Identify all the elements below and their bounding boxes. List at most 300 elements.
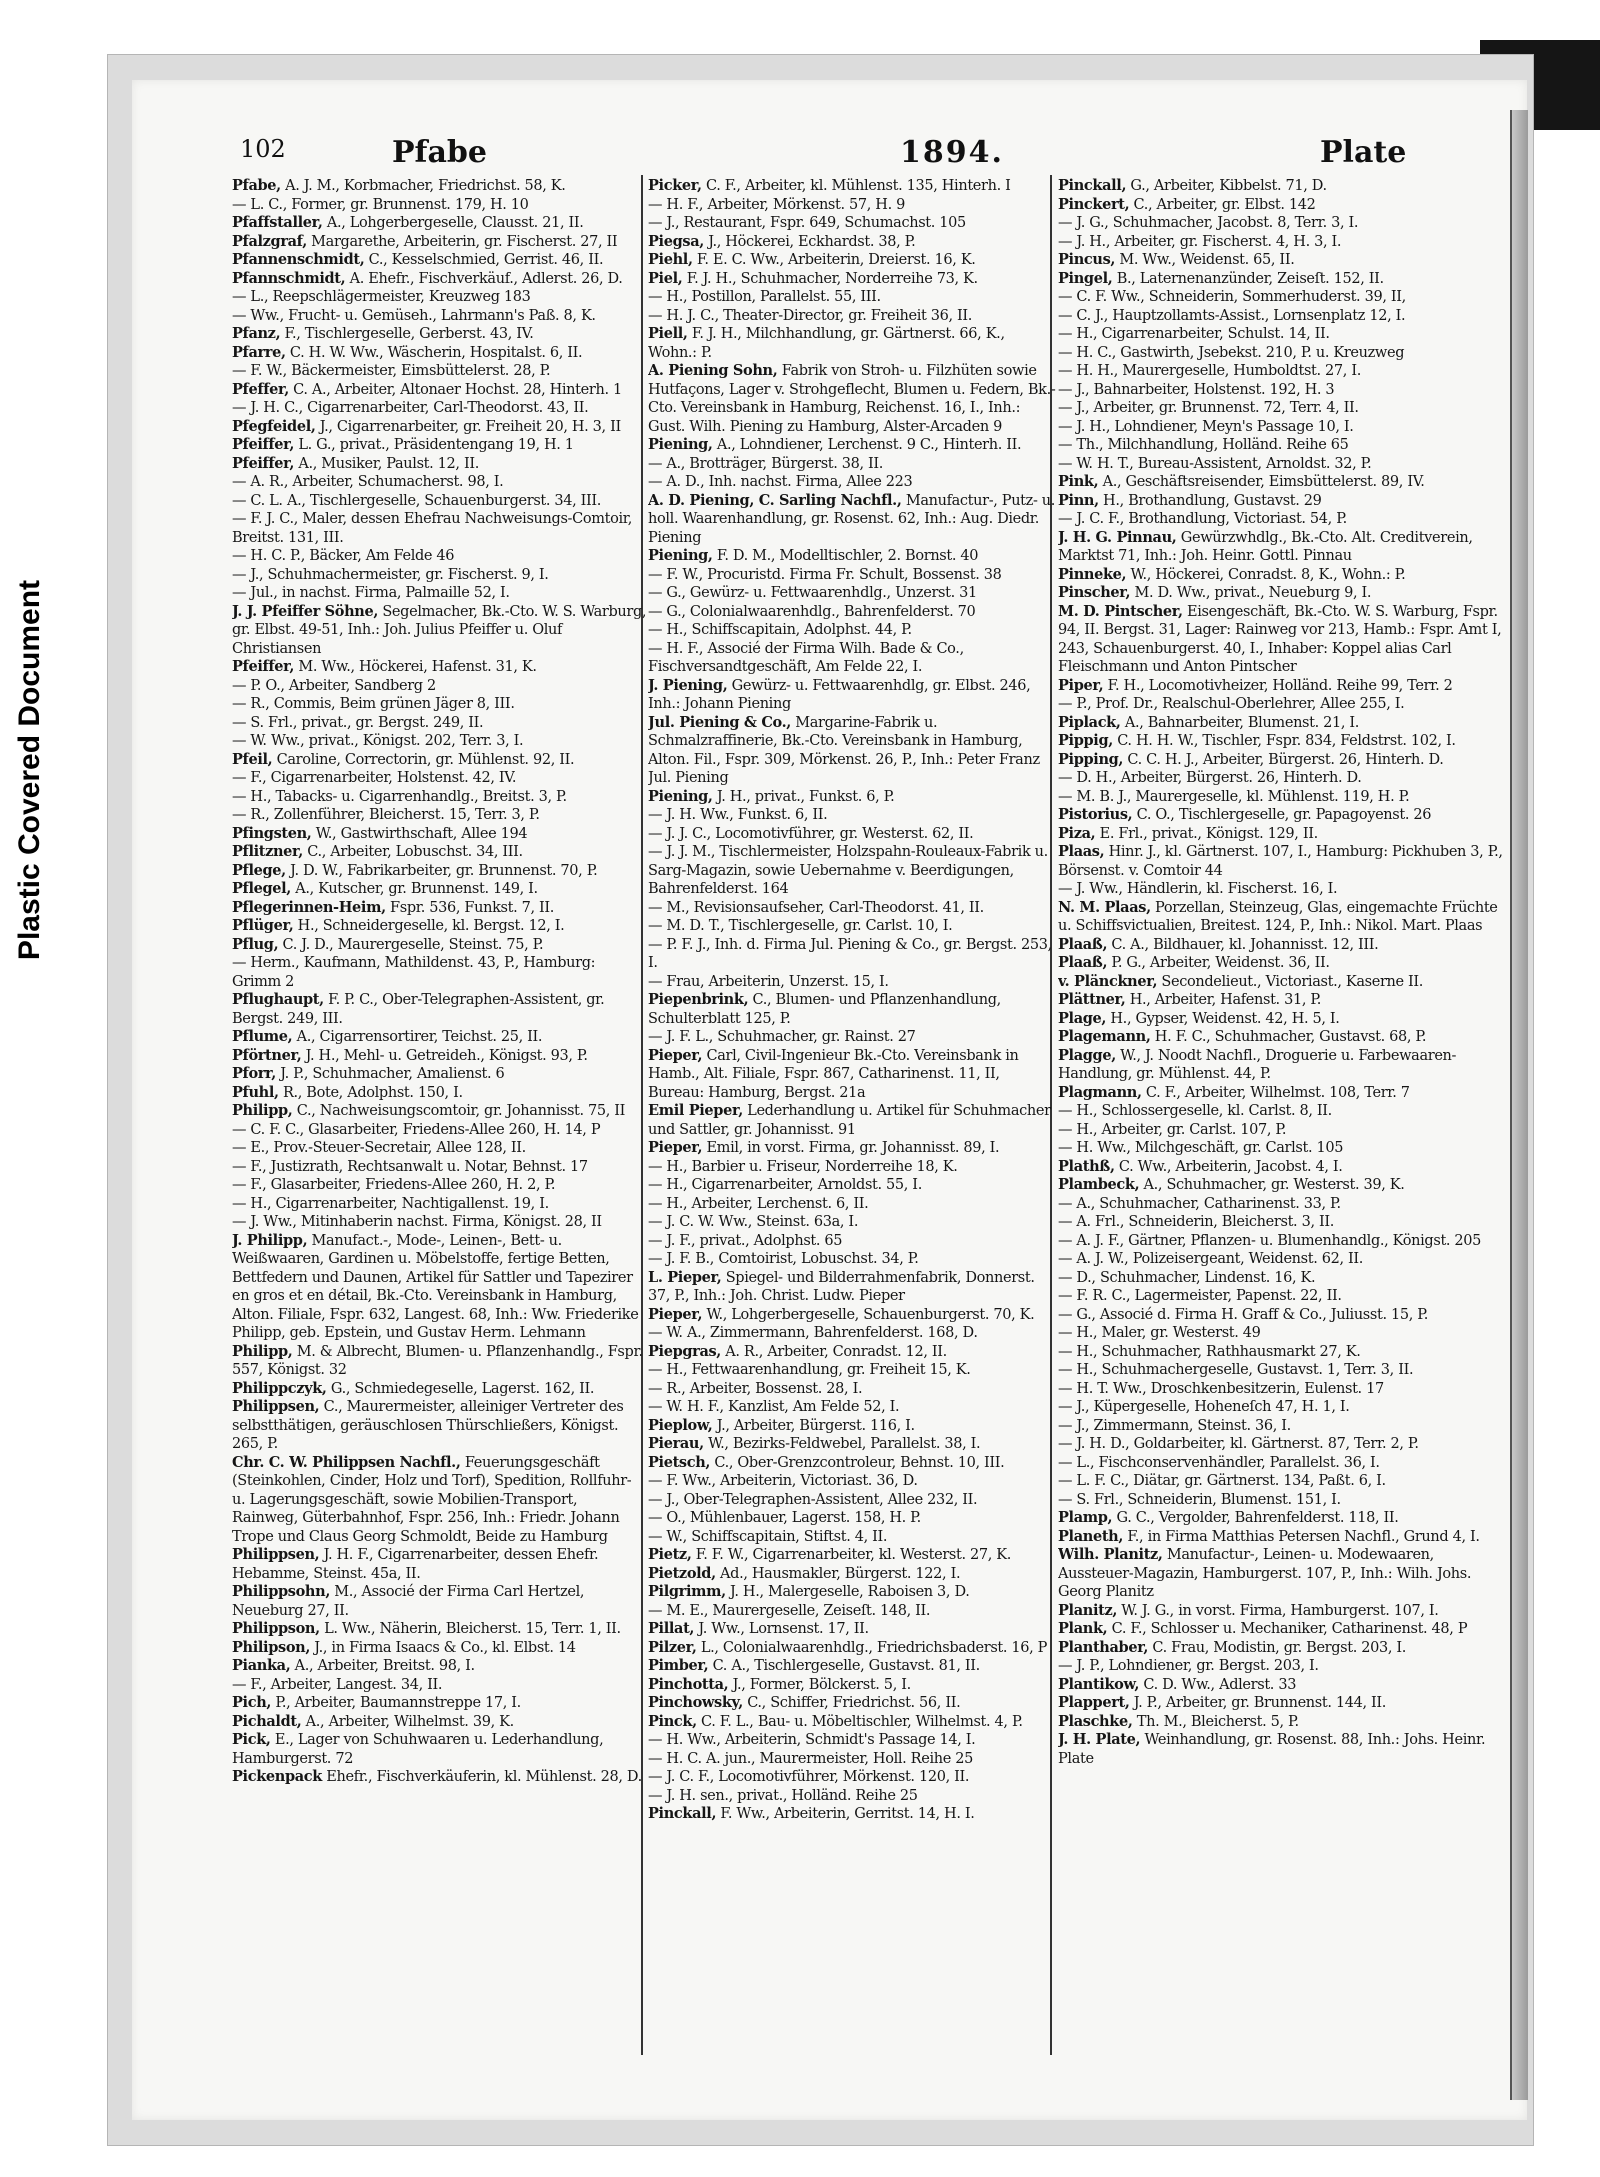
directory-entry (648, 1343, 1056, 1362)
directory-entry (648, 1787, 1056, 1806)
entry-details: Gewürzwhdlg., Bk.-Cto. Alt. Creditverein, Marktst 71, Inh.: Joh. Heinr. Gottl. Pinnau (1058, 529, 1477, 564)
directory-entry (648, 640, 1056, 677)
entry-details: — J. Ww., Händlerin, kl. Fischerst. 16, I. (1058, 881, 1338, 897)
entry-name: M. D. Pintscher, (1058, 602, 1183, 620)
entry-details: — J. H., Lohndiener, Meyn's Passage 10, I. (1058, 418, 1354, 435)
entry-name: J. Piening, (648, 676, 728, 694)
entry-name: Piehl, (648, 251, 693, 268)
entry-name: Pfeiffer, (232, 658, 295, 675)
entry-name: Plambeck, (1058, 1176, 1140, 1193)
entry-details: Th. M., Bleicherst. 5, P. (1132, 1713, 1299, 1730)
directory-entry (232, 1213, 647, 1232)
entry-details: — M. B. J., Maurergeselle, kl. Mühlenst. 119, H. P. (1058, 788, 1410, 805)
entry-details: P., Arbeiter, Baumannstreppe 17, I. (271, 1695, 521, 1711)
directory-entry (648, 1454, 1056, 1473)
directory-entry (232, 880, 647, 899)
entry-details: — W., Schiffscapitain, Stiftst. 4, II. (648, 1528, 888, 1545)
entry-details: A., Cigarrensortirer, Teichst. 25, II. (292, 1029, 543, 1045)
directory-entry (1058, 973, 1508, 992)
directory-entry (1058, 473, 1508, 492)
entry-details: — J. C. F., Brothandlung, Victoriast. 54, P. (1058, 511, 1347, 527)
directory-entry (648, 1657, 1056, 1676)
entry-details: — H. C. P., Bäcker, Am Felde 46 (232, 548, 455, 564)
entry-name: Pflughaupt, (232, 991, 324, 1008)
directory-entry (232, 1195, 647, 1214)
directory-entry (232, 1380, 647, 1399)
directory-entry (232, 843, 647, 862)
entry-name: Pinn, (1058, 491, 1099, 509)
entry-details: L. G., privat., Präsidentengang 19, H. 1 (294, 437, 574, 453)
entry-name: Chr. C. W. Philippsen Nachfl., (232, 1453, 461, 1471)
directory-entry (648, 1250, 1056, 1269)
entry-details: — J., Restaurant, Fspr. 649, Schumachst. 105 (648, 215, 966, 231)
entry-details: — M. D. T., Tischlergeselle, gr. Carlst. 10, I. (648, 918, 953, 934)
entry-name: Pinneke, (1058, 565, 1127, 583)
directory-entry (648, 991, 1056, 1028)
directory-entry (648, 1509, 1056, 1528)
entry-details: J. P., Schuhmacher, Amalienst. 6 (275, 1066, 505, 1082)
directory-entry (232, 436, 647, 455)
entry-details: — J., Arbeiter, gr. Brunnenst. 72, Terr. 4, II. (1058, 400, 1359, 416)
directory-entry (1058, 1620, 1508, 1639)
entry-details: — J. P., Lohndiener, gr. Bergst. 203, I. (1058, 1658, 1319, 1674)
entry-name: Plank, (1058, 1620, 1108, 1637)
entry-details: — A. J. W., Polizeisergeant, Weidenst. 62, II. (1058, 1251, 1364, 1267)
entry-details: A., Musiker, Paulst. 12, II. (294, 455, 479, 472)
entry-details: C., Ober-Grenzcontroleur, Behnst. 10, III. (710, 1454, 1005, 1471)
entry-name: Pfarre, (232, 343, 286, 361)
entry-details: Fspr. 536, Funkst. 7, II. (385, 899, 555, 916)
directory-entry (1058, 1287, 1508, 1306)
entry-name: A. Piening Sohn, (648, 362, 778, 379)
directory-entry (648, 1380, 1056, 1399)
entry-details: Weinhandlung, gr. Rosenst. 88, Inh.: Johs. Heinr. Plate (1058, 1732, 1490, 1767)
directory-entry (648, 325, 1056, 362)
directory-entry (232, 1028, 647, 1047)
directory-entry (1058, 788, 1508, 807)
directory-entry (1058, 214, 1508, 233)
entry-name: Pfannschmidt, (232, 269, 346, 287)
entry-name: Pflegerinnen-Heim, (232, 898, 386, 916)
directory-entry (232, 862, 647, 881)
entry-details: — J. H. D., Goldarbeiter, kl. Gärtnerst. 87, Terr. 2, P. (1058, 1436, 1419, 1452)
directory-entry (232, 732, 647, 751)
entry-name: Wilh. Planitz, (1058, 1546, 1163, 1563)
entry-details: — L., Reepschlägermeister, Kreuzweg 183 (232, 289, 531, 305)
entry-details: L. Ww., Näherin, Bleicherst. 15, Terr. 1, II. (319, 1621, 621, 1637)
entry-details: R., Bote, Adolphst. 150, I. (278, 1084, 463, 1101)
entry-details: C. F. L., Bau- u. Möbeltischler, Wilhelmst. 4, P. (696, 1713, 1023, 1730)
directory-entry (232, 1676, 647, 1695)
entry-details: — H., Barbier u. Friseur, Norderreihe 18, K. (648, 1158, 958, 1175)
directory-entry (1058, 1139, 1508, 1158)
entry-details: — H., Cigarrenarbeiter, Nachtigallenst. 19, I. (232, 1195, 549, 1212)
entry-details: J., in Firma Isaacs & Co., kl. Elbst. 14 (310, 1639, 576, 1656)
entry-details: — F. R. C., Lagermeister, Papenst. 22, II. (1058, 1288, 1342, 1304)
right-running-head: Plate (1320, 135, 1407, 170)
entry-name: Piper, (1058, 676, 1104, 694)
directory-entry (1058, 1676, 1508, 1695)
entry-details: C. C. H. J., Arbeiter, Bürgerst. 26, Hinterh. D. (1123, 751, 1444, 768)
entry-details: J., Höckerei, Eckhardst. 38, P. (703, 233, 916, 250)
entry-details: G. C., Vergolder, Bahrenfelderst. 118, II. (1112, 1510, 1399, 1526)
entry-name: Pieper, (648, 1139, 703, 1156)
entry-name: Picker, (648, 177, 702, 194)
entry-details: — A., Brotträger, Bürgerst. 38, II. (648, 455, 884, 472)
entry-details: — Ww., Frucht- u. Gemüseh., Lahrmann's Paß. 8, K. (232, 307, 596, 324)
entry-details: C. A., Bildhauer, kl. Johannisst. 12, III. (1107, 936, 1379, 953)
entry-details: — C. L. A., Tischlergeselle, Schauenburgerst. 34, III. (232, 492, 602, 509)
entry-details: C. A., Arbeiter, Altonaer Hochst. 28, Hinterh. 1 (288, 381, 622, 398)
entry-details: — W. Ww., privat., Königst. 202, Terr. 3, I. (232, 733, 524, 749)
entry-name: Pfeiffer, (232, 454, 295, 472)
directory-entry (648, 1768, 1056, 1787)
entry-details: — H., Schiffscapitain, Adolphst. 44, P. (648, 622, 912, 638)
directory-entry (648, 603, 1056, 622)
entry-name: Plaaß, (1058, 935, 1108, 953)
entry-name: J. H. Plate, (1058, 1731, 1141, 1748)
directory-entry (232, 566, 647, 585)
entry-name: Pietsch, (648, 1453, 711, 1471)
directory-entry (232, 788, 647, 807)
entry-details: — H. H., Maurergeselle, Humboldtst. 27, I. (1058, 363, 1361, 379)
entry-details: — J., Bahnarbeiter, Holstenst. 192, H. 3 (1058, 381, 1335, 398)
entry-details: — C. F. Ww., Schneiderin, Sommerhuderst. 39, II, (1058, 289, 1406, 305)
directory-entry (1058, 880, 1508, 899)
directory-entry (1058, 270, 1508, 289)
entry-name: Pforr, (232, 1065, 276, 1082)
entry-details: — E., Prov.-Steuer-Secretair, Allee 128, II. (232, 1140, 526, 1156)
directory-entry (232, 1731, 647, 1768)
entry-details: — S. Frl., Schneiderin, Blumenst. 151, I. (1058, 1491, 1341, 1508)
directory-entry (232, 825, 647, 844)
entry-name: Pinscher, (1058, 584, 1131, 601)
entry-details: Caroline, Correctorin, gr. Mühlenst. 92, II. (272, 751, 575, 768)
entry-details: C. J. D., Maurergeselle, Steinst. 75, P. (278, 936, 544, 953)
entry-details: — F. J. C., Maler, dessen Ehefrau Nachweisungs-Comtoir, Breitst. 131, III. (232, 511, 637, 546)
entry-details: — H., Arbeiter, gr. Carlst. 107, P. (1058, 1121, 1287, 1138)
entry-name: Pflitzner, (232, 843, 303, 860)
entry-name: Planthaber, (1058, 1638, 1149, 1656)
entry-name: J. H. G. Pinnau, (1058, 528, 1177, 546)
entry-details: — J. F. B., Comtoirist, Lobuschst. 34, P. (648, 1251, 919, 1267)
directory-entry (648, 843, 1056, 899)
entry-details: — H., Schlossergeselle, kl. Carlst. 8, II. (1058, 1103, 1332, 1119)
directory-entry (232, 418, 647, 437)
directory-entry (1058, 1380, 1508, 1399)
directory-entry (648, 1750, 1056, 1769)
entry-details: C. H. W. Ww., Wäscherin, Hospitalst. 6, II. (285, 344, 583, 361)
entry-name: Pilzer, (648, 1638, 697, 1656)
entry-details: C. Ww., Arbeiterin, Jacobst. 4, I. (1114, 1158, 1343, 1175)
directory-entry (1058, 1731, 1508, 1768)
entry-details: — J., Zimmermann, Steinst. 36, I. (1058, 1417, 1291, 1434)
entry-details: Lederhandlung u. Artikel für Schuhmacher und Sattler, gr. Johannisst. 91 (648, 1103, 1055, 1138)
directory-entry (232, 1065, 647, 1084)
entry-details: J. H., Malergeselle, Raboisen 3, D. (725, 1584, 970, 1600)
directory-entry (232, 899, 647, 918)
entry-details: A., Arbeiter, Breitst. 98, I. (290, 1658, 475, 1674)
directory-entry (648, 1139, 1056, 1158)
entry-details: — L. F. C., Diätar, gr. Gärtnerst. 134, Paßt. 6, I. (1058, 1473, 1386, 1489)
directory-entry (1058, 436, 1508, 455)
directory-entry (648, 825, 1056, 844)
directory-entry (648, 1620, 1056, 1639)
entry-details: A., Lohndiener, Lerchenst. 9 C., Hinterh. II. (712, 437, 1022, 453)
directory-entry (648, 566, 1056, 585)
directory-entry (232, 1454, 647, 1547)
entry-details: — O., Mühlenbauer, Lagerst. 158, H. P. (648, 1510, 921, 1526)
directory-entry (232, 1343, 647, 1380)
directory-entry (1058, 936, 1508, 955)
entry-details: — H., Fettwaarenhandlung, gr. Freiheit 15, K. (648, 1362, 971, 1378)
entry-name: Pinckall, (1058, 177, 1127, 194)
directory-entry (232, 695, 647, 714)
directory-entry (1058, 732, 1508, 751)
entry-name: Pfabe, (232, 177, 281, 194)
directory-entry (232, 1158, 647, 1177)
directory-entry (1058, 584, 1508, 603)
entry-details: — J., Schuhmachermeister, gr. Fischerst. 9, I. (232, 566, 549, 583)
entry-details: — J. G., Schuhmacher, Jacobst. 8, Terr. 3, I. (1058, 215, 1359, 231)
entry-name: Philippsen, (232, 1398, 320, 1415)
directory-entry (1058, 1232, 1508, 1251)
entry-details: — J. F. L., Schuhmacher, gr. Rainst. 27 (648, 1029, 916, 1045)
entry-details: Manufactur-, Leinen- u. Modewaaren, Aussteuer-Magazin, Hamburgerst. 107, P., Inh.: Wilh. Johs. Georg Planitz (1058, 1547, 1476, 1600)
entry-details: — F. W., Procuristd. Firma Fr. Schult, Bossenst. 38 (648, 566, 1002, 583)
entry-details: — J., Küpergeselle, Hoheneſch 47, H. 1, I. (1058, 1399, 1350, 1415)
entry-name: Plage, (1058, 1009, 1107, 1027)
directory-entry (1058, 362, 1508, 381)
entry-details: — M. E., Maurergeselle, Zeiseſt. 148, II. (648, 1602, 931, 1619)
directory-entry (648, 1324, 1056, 1343)
directory-entry (1058, 251, 1508, 270)
entry-details: F. D. M., Modelltischler, 2. Bornst. 40 (712, 548, 979, 564)
entry-details: M. D. Ww., privat., Neueburg 9, I. (1130, 585, 1372, 601)
directory-entry (648, 1639, 1056, 1658)
directory-entry (648, 714, 1056, 788)
directory-entry (1058, 1417, 1508, 1436)
entry-details: — Herm., Kaufmann, Mathildenst. 43, P., Hamburg: Grimm 2 (232, 955, 600, 990)
entry-details: H., Gypser, Weidenst. 42, H. 5, I. (1106, 1010, 1340, 1027)
directory-entry (648, 1102, 1056, 1139)
directory-entry (1058, 177, 1508, 196)
entry-name: Plaschke, (1058, 1712, 1133, 1730)
directory-entry (232, 1639, 647, 1658)
directory-entry (1058, 1602, 1508, 1621)
directory-entry (232, 1121, 647, 1140)
directory-entry (1058, 325, 1508, 344)
directory-entry (1058, 1306, 1508, 1325)
directory-entry (648, 1361, 1056, 1380)
directory-entry (648, 584, 1056, 603)
entry-name: Pianka, (232, 1657, 291, 1674)
entry-details: C. H. H. W., Tischler, Fspr. 834, Feldstrst. 102, I. (1112, 733, 1456, 749)
entry-details: — R., Commis, Beim grünen Jäger 8, III. (232, 696, 515, 712)
directory-entry (232, 307, 647, 326)
directory-entry (232, 1398, 647, 1454)
directory-entry (232, 603, 647, 659)
entry-details: E. Frl., privat., Königst. 129, II. (1095, 825, 1318, 842)
directory-entry (648, 307, 1056, 326)
directory-entry (232, 936, 647, 955)
directory-entry (1058, 899, 1508, 936)
entry-name: Pfeffer, (232, 380, 289, 398)
directory-entry (1058, 1491, 1508, 1510)
directory-entry (1058, 1509, 1508, 1528)
entry-details: C., Blumen- und Pflanzenhandlung, Schulterblatt 125, P. (648, 992, 1006, 1027)
directory-entry (232, 1139, 647, 1158)
entry-name: Pinck, (648, 1712, 697, 1730)
entry-name: Pickenpack (232, 1768, 322, 1785)
entry-details: — H., Maler, gr. Westerst. 49 (1058, 1325, 1261, 1341)
directory-entry (232, 288, 647, 307)
directory-entry (648, 1417, 1056, 1436)
directory-entry (1058, 1639, 1508, 1658)
entry-details: — J. H., Arbeiter, gr. Fischerst. 4, H. 3, I. (1058, 233, 1342, 250)
entry-name: Pfalzgraf, (232, 232, 307, 250)
entry-details: — H., Cigarrenarbeiter, Arnoldst. 55, I. (648, 1177, 922, 1193)
directory-entry (1058, 1528, 1508, 1547)
directory-entry (648, 473, 1056, 492)
entry-details: — M., Revisionsaufseher, Carl-Theodorst. 41, II. (648, 899, 984, 916)
directory-entry (1058, 1713, 1508, 1732)
entry-details: Porzellan, Steinzeug, Glas, eingemachte Früchte u. Schiffsvictualien, Breitest. 124, P., Inh.: Nikol. Mart. Plaas (1058, 899, 1502, 934)
entry-details: — H., Postillon, Parallelst. 55, III. (648, 289, 881, 305)
entry-name: L. Pieper, (648, 1268, 722, 1286)
directory-entry (232, 751, 647, 770)
entry-name: Pfuhl, (232, 1083, 279, 1101)
entry-details: — G., Gewürz- u. Fettwaarenhdlg., Unzerst. 31 (648, 585, 977, 601)
directory-entry (1058, 677, 1508, 696)
directory-entry (1058, 1084, 1508, 1103)
directory-entry (1058, 566, 1508, 585)
directory-entry (648, 1713, 1056, 1732)
entry-details: J., Arbeiter, Bürgerst. 116, I. (712, 1417, 915, 1434)
entry-name: Piening, (648, 787, 713, 805)
directory-entry (1058, 1195, 1508, 1214)
page-header (100, 135, 1407, 175)
entry-details: C. F., Schlosser u. Mechaniker, Catharinenst. 48, P (1107, 1621, 1468, 1637)
entry-name: Jul. Piening & Co., (648, 713, 791, 731)
directory-entry (232, 177, 647, 196)
directory-entry (648, 362, 1056, 436)
entry-name: Plantikow, (1058, 1675, 1140, 1693)
directory-entry (1058, 307, 1508, 326)
entry-details: — F. W., Bäckermeister, Eimsbüttelerst. 28, P. (232, 363, 551, 379)
directory-entry (648, 788, 1056, 807)
entry-name: Pilgrimm, (648, 1583, 726, 1600)
directory-entry (648, 547, 1056, 566)
entry-details: A. Ehefr., Fischverkäuf., Adlerst. 26, D. (345, 270, 623, 287)
side-label (0, 0, 60, 2177)
directory-entry (1058, 492, 1508, 511)
entry-details: F. H., Locomotivheizer, Holländ. Reihe 99, Terr. 2 (1103, 677, 1453, 694)
directory-entry (1058, 1324, 1508, 1343)
entry-details: F. F. W., Cigarrenarbeiter, kl. Westerst. 27, K. (691, 1547, 1012, 1563)
entry-details: Manufact.-, Mode-, Leinen-, Bett- u. Weißwaaren, Gardinen u. Möbelstoffe, fertige Betten, Bettfedern und Daunen, Artikel für Sattler und Tapezirer en gros et en détail, Bk.-Cto. Vereinsbank in Hamburg, Alton. Filiale, Fspr. 632, Langest. 68, Inh.: Ww. Friederike Philipp, geb. Epstein, und Gustav Herm. Lehmann (232, 1232, 643, 1341)
directory-entry (1058, 1435, 1508, 1454)
directory-entry (232, 1657, 647, 1676)
directory-entry (648, 1232, 1056, 1251)
entry-details: J. Ww., Lornsenst. 17, II. (694, 1621, 869, 1637)
entry-name: Pflug, (232, 935, 279, 953)
directory-entry (232, 584, 647, 603)
entry-name: Pförtner, (232, 1046, 302, 1064)
directory-entry (232, 1102, 647, 1121)
entry-name: J. Philipp, (232, 1231, 308, 1249)
directory-entry (648, 1158, 1056, 1177)
entry-details: H. F. C., Schuhmacher, Gustavst. 68, P. (1150, 1029, 1427, 1045)
directory-entry (1058, 344, 1508, 363)
directory-entry (1058, 695, 1508, 714)
entry-details: — J. J. C., Locomotivführer, gr. Westerst. 62, II. (648, 825, 974, 842)
entry-details: — C. J., Hauptzollamts-Assist., Lornsenplatz 12, I. (1058, 307, 1406, 324)
page-number: 102 (240, 135, 286, 163)
entry-details: W. J. G., in vorst. Firma, Hamburgerst. 107, I. (1117, 1602, 1439, 1619)
entry-details: J. H. F., Cigarrenarbeiter, dessen Ehefr. Hebamme, Steinst. 45a, II. (232, 1547, 603, 1582)
directory-entry (1058, 1102, 1508, 1121)
directory-entry (232, 362, 647, 381)
entry-details: J. H., privat., Funkst. 6, P. (712, 788, 895, 805)
directory-entry (1058, 233, 1508, 252)
entry-name: Piening, (648, 547, 713, 564)
directory-entry (232, 1047, 647, 1066)
directory-entry (232, 714, 647, 733)
entry-details: F. P. C., Ober-Telegraphen-Assistent, gr. Bergst. 249, III. (232, 992, 609, 1027)
directory-column-1 (232, 177, 647, 2077)
entry-name: Pieplow, (648, 1416, 713, 1434)
directory-entry (232, 1084, 647, 1103)
directory-entry (1058, 1213, 1508, 1232)
directory-entry (1058, 843, 1508, 880)
directory-entry (232, 658, 647, 677)
entry-name: Pimber, (648, 1657, 709, 1674)
entry-details: — S. Frl., privat., gr. Bergst. 249, II. (232, 714, 484, 731)
entry-details: H., Arbeiter, Hafenst. 31, P. (1125, 992, 1322, 1008)
directory-entry (1058, 1250, 1508, 1269)
entry-details: — L. C., Former, gr. Brunnenst. 179, H. 10 (232, 196, 529, 213)
directory-entry (232, 233, 647, 252)
directory-entry (232, 1583, 647, 1620)
directory-entry (648, 288, 1056, 307)
directory-entry (1058, 1269, 1508, 1288)
directory-entry (1058, 991, 1508, 1010)
entry-details: F., in Firma Matthias Petersen Nachfl., Grund 4, I. (1123, 1528, 1480, 1545)
directory-entry (232, 510, 647, 547)
entry-details: — Th., Milchhandlung, Holländ. Reihe 65 (1058, 437, 1349, 453)
entry-details: — J. H. Ww., Funkst. 6, II. (648, 807, 828, 823)
entry-name: Philippsohn, (232, 1583, 331, 1600)
entry-name: Pfeil, (232, 750, 273, 768)
entry-name: Pietz, (648, 1546, 692, 1563)
entry-details: — P., Prof. Dr., Realschul-Oberlehrer, Allee 255, I. (1058, 696, 1405, 712)
page-binding-edge (1510, 110, 1528, 2100)
entry-name: A. D. Piening, C. Sarling Nachfl., (648, 491, 902, 509)
entry-name: Piepgras, (648, 1342, 722, 1360)
entry-details: Hinr. J., kl. Gärtnerst. 107, I., Hamburg: Pickhuben 3, P., Börsenst. v. Comtoir 44 (1058, 844, 1507, 879)
directory-entry (1058, 1010, 1508, 1029)
entry-name: Pieper, (648, 1046, 703, 1064)
entry-details: — F., Cigarrenarbeiter, Holstenst. 42, IV. (232, 770, 517, 786)
directory-entry (232, 270, 647, 289)
directory-entry (1058, 399, 1508, 418)
directory-entry (1058, 418, 1508, 437)
entry-name: Pflege, (232, 861, 286, 879)
entry-name: Pinchowsky, (648, 1694, 743, 1711)
directory-entry (648, 677, 1056, 714)
entry-name: Plathß, (1058, 1157, 1115, 1175)
